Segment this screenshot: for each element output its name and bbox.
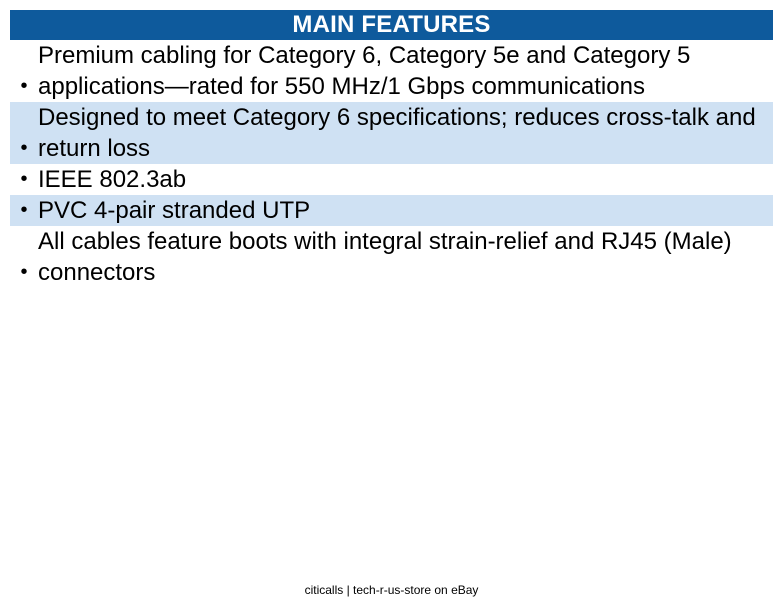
feature-item-pvc	[10, 195, 773, 226]
feature-text: Designed to meet Category 6 specifications; reduces cross-talk and return loss	[38, 104, 756, 162]
bullet-icon: •	[20, 199, 28, 221]
feature-item-specifications	[10, 102, 773, 164]
bullet-icon: •	[20, 75, 28, 97]
footer-credit: citicalls | tech-r-us-store on eBay	[304, 583, 479, 597]
main-features-table	[10, 10, 773, 288]
bullet-icon: •	[20, 137, 28, 159]
feature-item-connectors	[10, 226, 773, 288]
feature-item-ieee	[10, 164, 773, 195]
feature-text: All cables feature boots with integral strain-relief and RJ45 (Male) connectors	[38, 228, 732, 286]
bullet-icon: •	[20, 168, 28, 190]
feature-item-cabling	[10, 40, 773, 102]
feature-text: IEEE 802.3ab	[38, 166, 187, 193]
bullet-icon: •	[20, 261, 28, 283]
main-features-header: MAIN FEATURES	[10, 10, 773, 40]
feature-text: PVC 4-pair stranded UTP	[38, 197, 311, 224]
feature-text: Premium cabling for Category 6, Category 5e and Category 5 applications—rated for 550 MHz/1 Gbps communications	[38, 42, 691, 100]
